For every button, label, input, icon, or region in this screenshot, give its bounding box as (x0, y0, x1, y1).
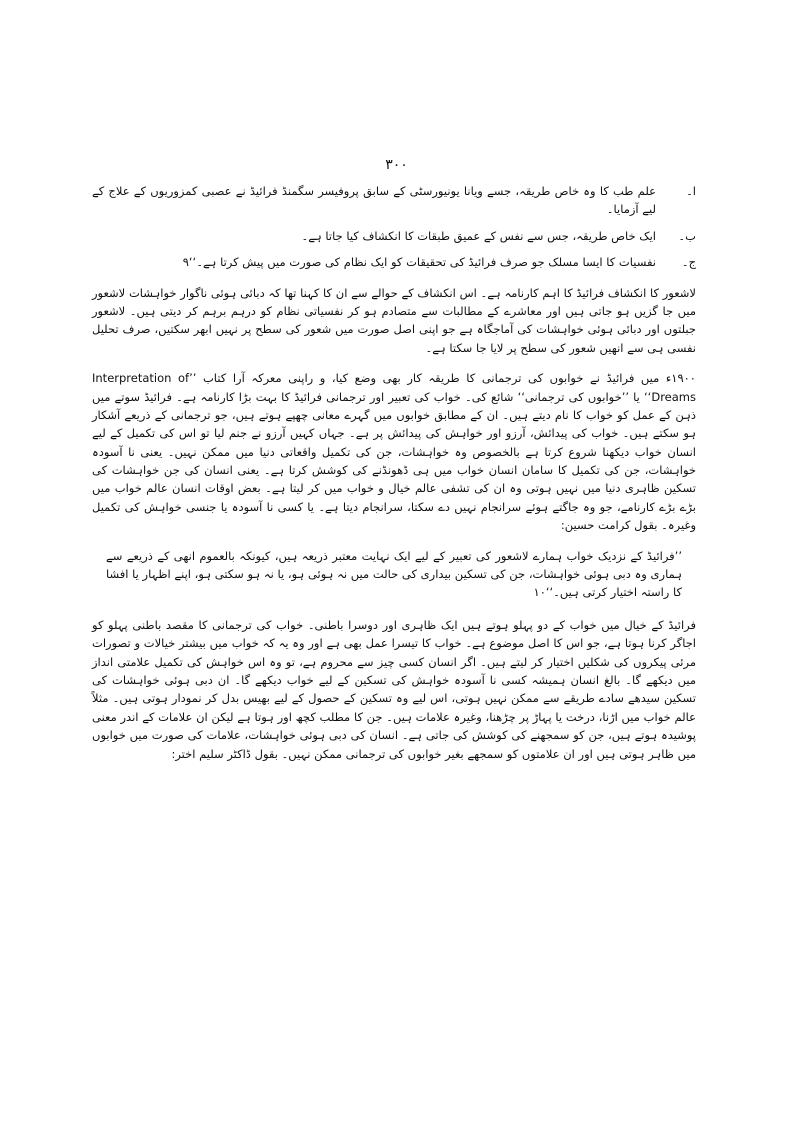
list-item (92, 182, 696, 219)
list-item-marker: ج۔ (681, 255, 696, 270)
paragraph-dream-aspects: فرائیڈ کے خیال میں خواب کے دو پہلو ہوتے ہیں ایک ظاہری اور دوسرا باطنی۔ خواب کی ترجمانی کا مقصد باطنی پہلو کو اجاگر کرنا ہوتا ہے، جو اس کا اصل موضوع ہے۔ خواب کا تیسرا عمل بھی ہے اور وہ یہ کہ خواب میں بیشتر خیالات و تصورات مرئی پیکروں کی شکلیں اختیار کر لیتے ہیں۔ اگر انسان کسی چیز سے محروم ہے، تو وہ اس خواہش کی تکمیل علامتی انداز میں دیکھے گا۔ بالغ انسان ہمیشہ کسی نا آسودہ خواہش کی تسکین کے لیے خواب دیکھے گا۔ ان دبی ہوئی خواہشات کی تسکین سیدھے سادے طریقے سے ممکن نہیں ہوتی، اس لیے وہ تسکین کے حصول کے لیے بھیس بدل کر نمودار ہوتی ہیں۔ مثلاً عالم خواب میں اڑنا، درخت یا پہاڑ پر چڑھنا، وغیرہ علامات ہیں۔ جن کا مطلب کچھ اور ہوتا ہے لیکن ان علامات کے اندر معنی پوشیدہ ہوتے ہیں، جن کو سمجھنے کی کوشش کی جاتی ہے۔ انسان کی دبی ہوئی خواہشات، علامات کی صورت میں خوابوں میں ظاہر ہوتی ہیں اور ان علامتوں کو سمجھے بغیر خوابوں کی ترجمانی ممکن نہیں۔ بقول ڈاکٹر سلیم اختر: (92, 617, 696, 761)
paragraph-text: ۱۹۰۰ء میں فرائیڈ نے خوابوں کی ترجمانی کا طریقہ کار بھی وضع کیا، و راپنی معرکہ آرا کتاب ’’ (189, 371, 696, 386)
list-item-text: علم طب کا وہ خاص طریقہ، جسے ویانا یونیورسٹی کے سابق پروفیسر سگمنڈ فرائیڈ نے عصبی کمزوریوں کے علاج کے لیے آزمایا۔ (92, 184, 656, 217)
block-quote: ’’فرائیڈ کے نزدیک خواب ہمارے لاشعور کی تعبیر کے لیے ایک نہایت معتبر ذریعہ ہیں، کیونکہ بالعموم انھی کے ذریعے سے ہماری وہ دبی ہوئی خواہشات، جن کی تسکین بیداری کی حالت میں نہ ہوئی ہو، یا نہ ہو سکتی ہو، اپنے اظہار یا افشا کا راستہ اختیار کرتی ہیں۔‘‘۱۰ (106, 548, 682, 600)
book-title: Interpretation of Dreams (92, 371, 696, 404)
list-item (92, 227, 696, 245)
list-item (92, 253, 696, 271)
paragraph-text: ‘‘ یا ’’خوابوں کی ترجمانی‘‘ شائع کی۔ خواب کی تعبیر اور ترجمانی فرائیڈ کا بہت بڑا کارنامہ ہے۔ فرائیڈ سوتے میں ذہن کے عمل کو خواب کا نام دیتے ہیں۔ ان کے مطابق خوابوں میں گہرے معانی چھپے ہوتے ہیں، جو ترجمانی کے ذریعے آشکار ہو سکتے ہیں۔ خواب کی پیدائش، آرزو اور خواہش کی پیدائش پر ہے۔ جہاں کہیں آرزو نے جنم لیا تو اس کی تکمیل کے لیے انسان خواب دیکھنا شروع کرتا ہے بالخصوص وہ خواہشات، جن کی تکمیل واقعاتی دنیا میں ممکن نہیں۔ یعنی نا آسودہ خواہشات، جن کی تکمیل کا سامان انسان خواب میں ہی ڈھونڈنے کی کوشش کرتا ہے۔ یعنی انسان کی جن خواہشات کی تسکین ظاہری دنیا میں نہیں ہوتی وہ ان کی تشفی عالم خیال و خواب میں کر لیتا ہے۔ بعض اوقات انسان عالم خواب میں بڑے بڑے کارنامے، جو وہ جاگتے ہوئے سرانجام نہیں دے سکتا، سرانجام دیتا ہے۔ یا کسی نا آسودہ یا جنسی خواہش کی تکمیل وغیرہ۔ بقول کرامت حسین: (92, 389, 696, 533)
list-item-text: نفسیات کا ایسا مسلک جو صرف فرائیڈ کی تحقیقات کو ایک نظام کی صورت میں پیش کرتا ہے۔‘‘۹ (182, 255, 656, 270)
paragraph-dream-interpretation (92, 369, 696, 535)
list-item-marker: ا۔ (686, 184, 696, 198)
page-number: ۳۰۰ (385, 157, 408, 173)
list-item-text: ایک خاص طریقہ، جس سے نفس کے عمیق طبقات کا انکشاف کیا جاتا ہے۔ (301, 228, 656, 243)
list-item-marker: ب۔ (678, 228, 696, 243)
paragraph-unconscious: لاشعور کا انکشاف فرائیڈ کا اہم کارنامہ ہے۔ اس انکشاف کے حوالے سے ان کا کہنا تھا کہ دبائی ہوئی ناگوار خواہشات لاشعور میں جا گزیں ہو جاتی ہیں اور معاشرے کے مطالبات سے متصادم ہو کر نفسیاتی نظام کو درہم برہم کر دیتی ہیں۔ لاشعور جبلتوں اور دبائی ہوئی خواہشات کی آماجگاہ ہے جو اپنی اصل صورت میں شعور کی سطح پر نہیں ابھر سکتیں، صرف تحلیل نفسی ہی سے انھیں شعور کی سطح پر لایا جا سکتا ہے۔ (92, 285, 696, 355)
page-body (92, 182, 696, 775)
